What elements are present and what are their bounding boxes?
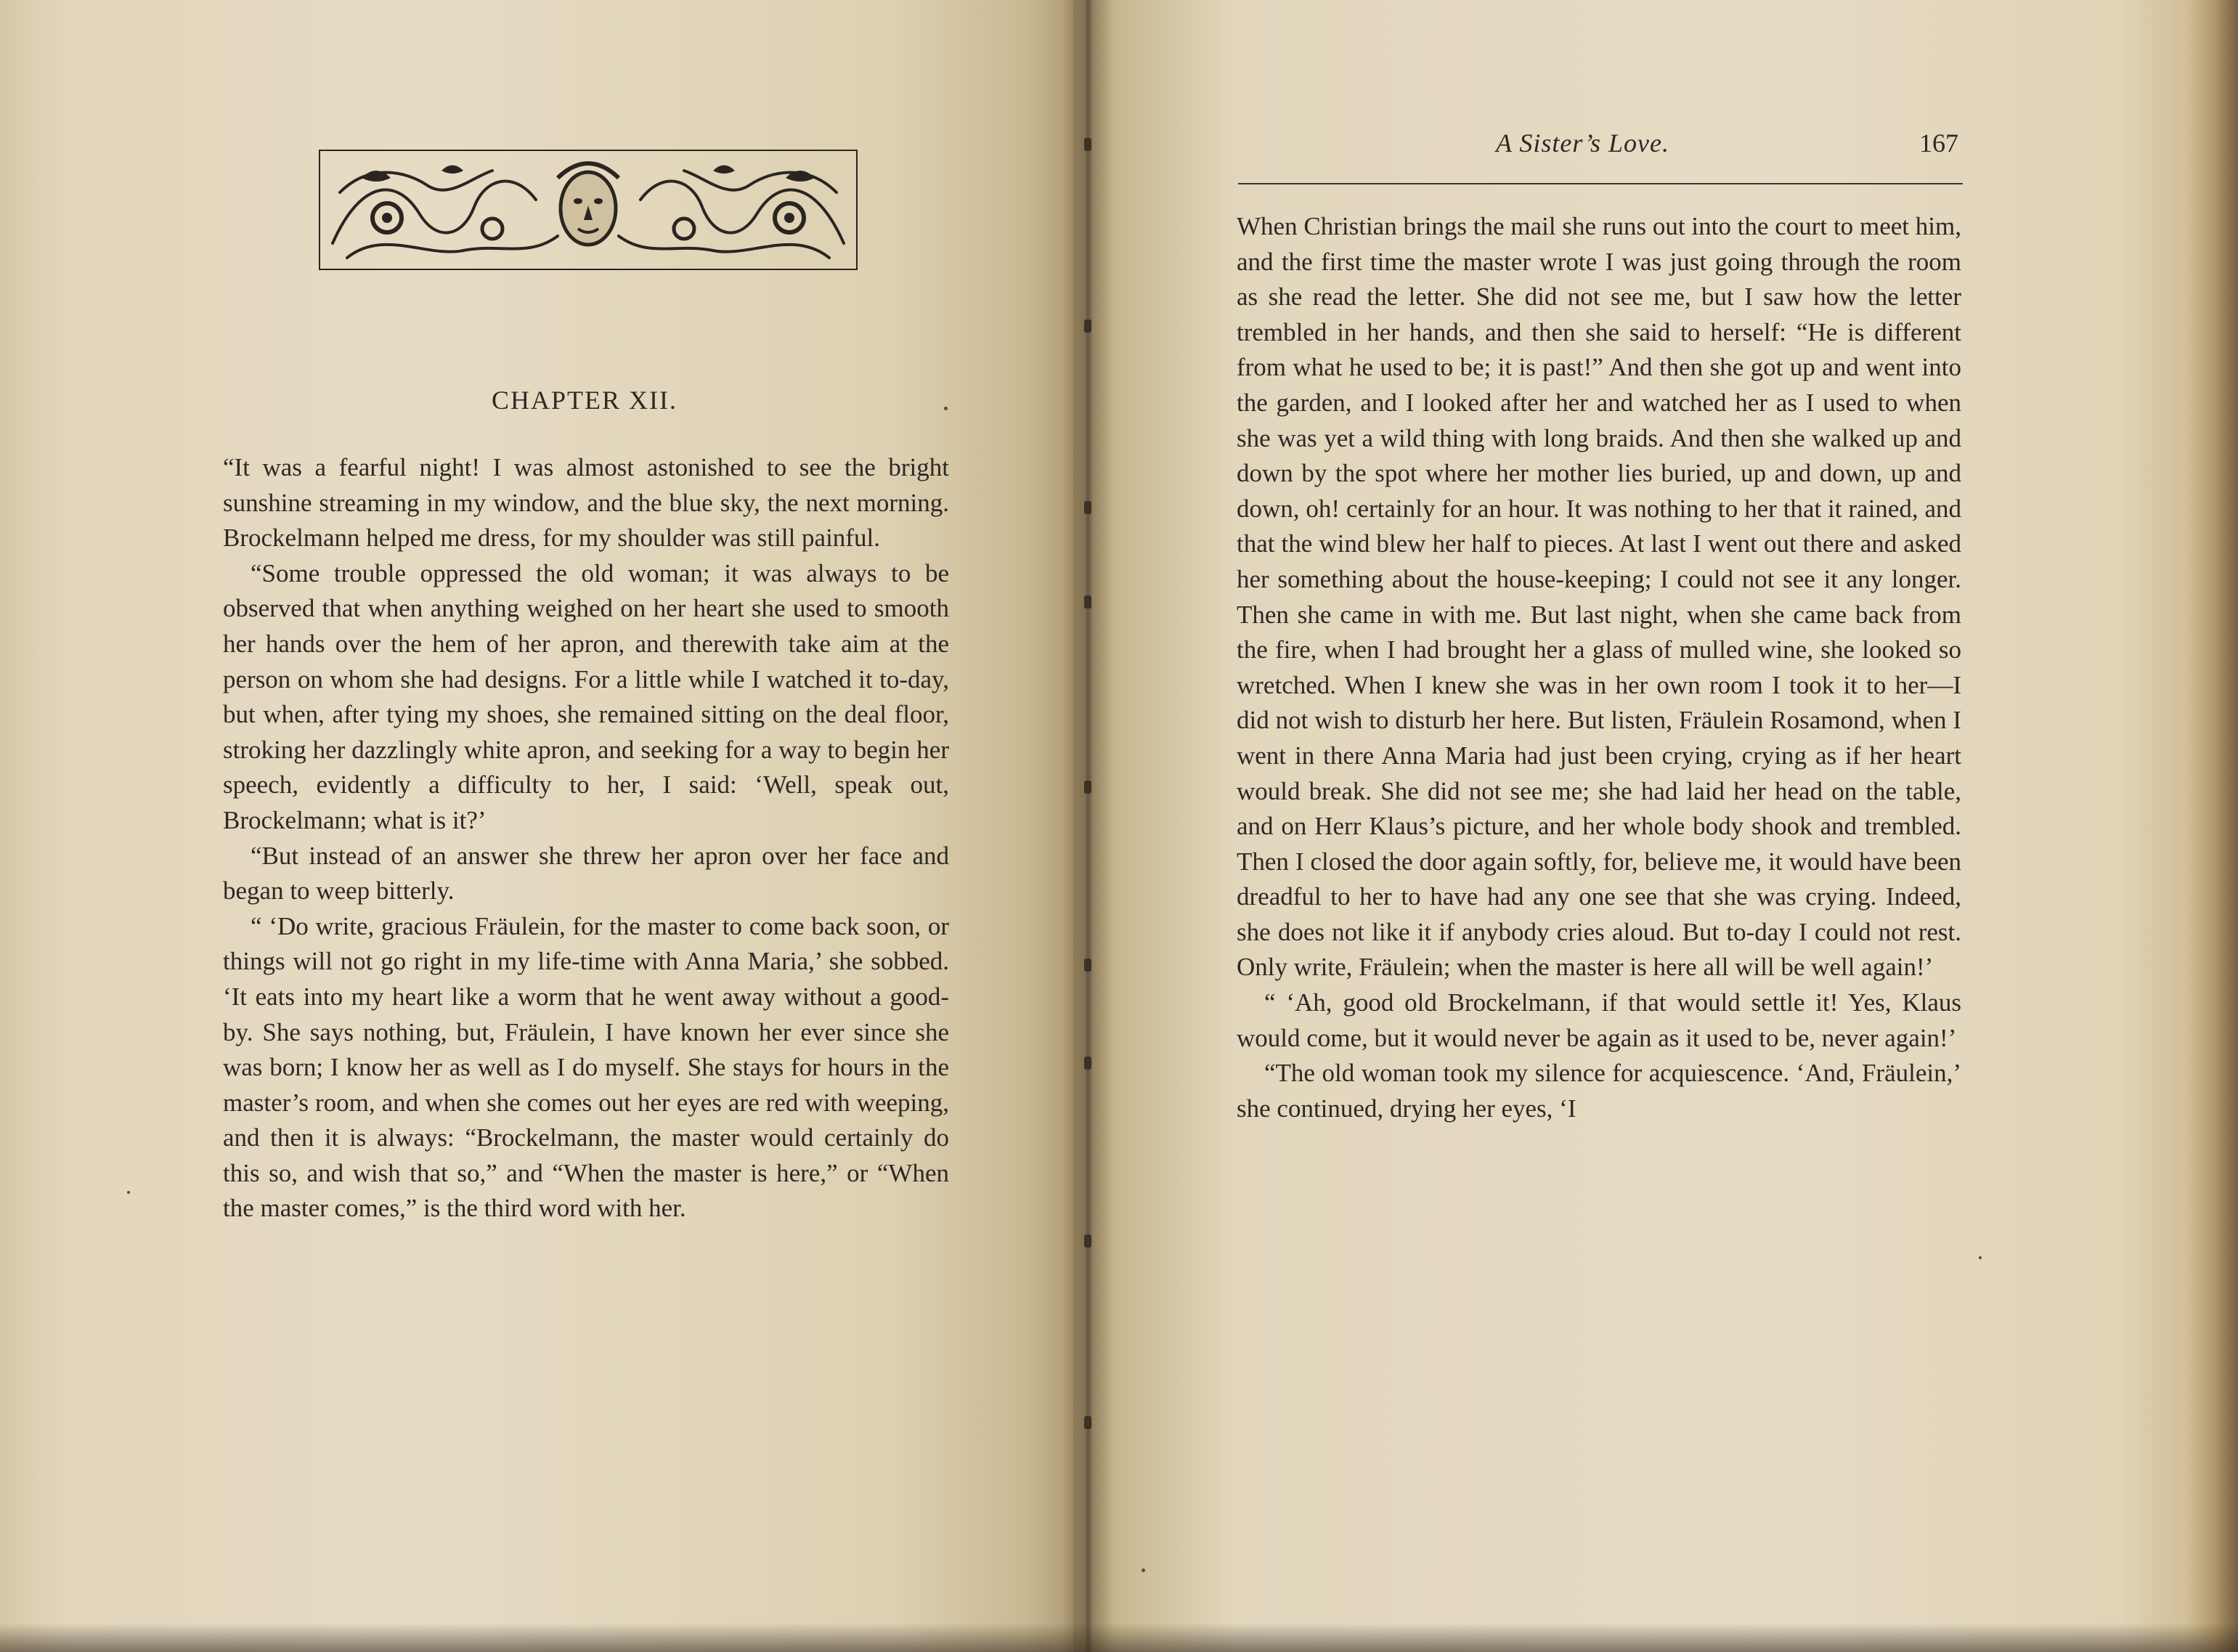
binding-stitch bbox=[1084, 320, 1091, 333]
paragraph: “But instead of an answer she threw her apron over her face and began to weep bitterly. bbox=[223, 841, 949, 906]
paragraph: “The old woman took my silence for acquiescence. ‘And, Fräulein,’ she continued, drying her eyes, ‘I bbox=[1237, 1059, 1961, 1123]
binding-stitch bbox=[1084, 138, 1091, 151]
book-gutter bbox=[1062, 0, 1112, 1652]
header-rule bbox=[1238, 183, 1963, 184]
binding-stitch bbox=[1084, 1416, 1091, 1429]
ornamental-headpiece bbox=[318, 149, 858, 271]
page-edge-shadow bbox=[2187, 0, 2238, 1652]
paper-speck bbox=[1142, 1568, 1145, 1572]
paper-speck bbox=[127, 1191, 130, 1194]
paragraph: “ ‘Do write, gracious Fräulein, for the master to come back soon, or things will not go right in my life-time with Anna Maria,’ she sobbed. ‘It eats into my heart like a worm that he went away without a good-by. She says nothing, but, Fräulein, I have known her ever since she was born; I know her as well as I do myself. She stays for hours in the master’s room, and when she comes out her eyes are red with weeping, and then it is always: “Brockelmann, the master would certainly do this so, and wish that so,” and “When the master is here,” or “When the master comes,” is the third word with her. bbox=[223, 911, 949, 1223]
binding-stitch bbox=[1084, 595, 1091, 609]
paragraph: “ ‘Ah, good old Brockelmann, if that would settle it! Yes, Klaus would come, but it would never be again as it used to be, never again!’ bbox=[1237, 988, 1961, 1052]
right-page-body-text bbox=[1237, 209, 1961, 1126]
binding-stitch bbox=[1084, 501, 1091, 514]
chapter-title: CHAPTER XII. bbox=[492, 386, 677, 415]
paragraph: When Christian brings the mail she runs out into the court to meet him, and the first time the master wrote I was just going through the room as she read the letter. She did not see me, but I saw how the letter trembled in her hands, and then she said to herself: “He is different from what he used to be; it is past!” And then she got up and went into the garden, and I looked after her and watched her as I used to when she was yet a wild thing with long braids. And then she walked up and down by the spot where her mother lies buried, up and down, up and down, oh! certainly for an hour. It was nothing to her that it rained, and that the wind blew her half to pieces. At last I went out there and asked her something about the house-keeping; I could not see it any longer. Then she came in with me. But last night, when she came back from the fire, when I had brought her a glass of mulled wine, she looked so wretched. When I knew she was in her own room I took it to her—I did not wish to disturb her here. But listen, Fräulein Rosamond, when I went in there Anna Maria had just been crying, crying as if her heart would break. She did not see me; she had laid her head on the table, and on Herr Klaus’s picture, and her whole body shook and trembled. Then I closed the door again softly, for, believe me, it would have been dreadful to her to have had any one see that she was crying. Indeed, she does not like it if anybody cries aloud. But to-day I could not rest. Only write, Fräulein; when the master is here all will be well again!’ bbox=[1237, 212, 1961, 982]
running-head: A Sister’s Love. bbox=[1496, 129, 1670, 158]
binding-stitch bbox=[1084, 1057, 1091, 1070]
paragraph: “Some trouble oppressed the old woman; it was always to be observed that when anything weighed on her heart she used to smooth her hands over the hem of her apron, and therewith take aim at the person on whom she had designs. For a little while I watched it to-day, but when, after tying my shoes, she remained sitting on the deal floor, stroking her dazzlingly white apron, and seeking for a way to begin her speech, evidently a difficulty to her, I said: ‘Well, speak out, Brockelmann; what is it?’ bbox=[223, 558, 949, 834]
binding-stitch bbox=[1084, 781, 1091, 794]
paper-speck bbox=[944, 407, 948, 410]
left-page bbox=[0, 0, 1089, 1652]
page-bottom-shadow bbox=[0, 1623, 2238, 1652]
paragraph: “It was a fearful night! I was almost astonished to see the bright sunshine streaming in my window, and the blue sky, the next morning. Brockelmann helped me dress, for my shoulder was still painful. bbox=[223, 453, 949, 553]
binding-stitch bbox=[1084, 1234, 1091, 1248]
page-number: 167 bbox=[1919, 129, 1958, 158]
binding-stitch bbox=[1084, 959, 1091, 972]
left-page-body-text bbox=[223, 450, 949, 1226]
paper-speck bbox=[1979, 1256, 1982, 1259]
